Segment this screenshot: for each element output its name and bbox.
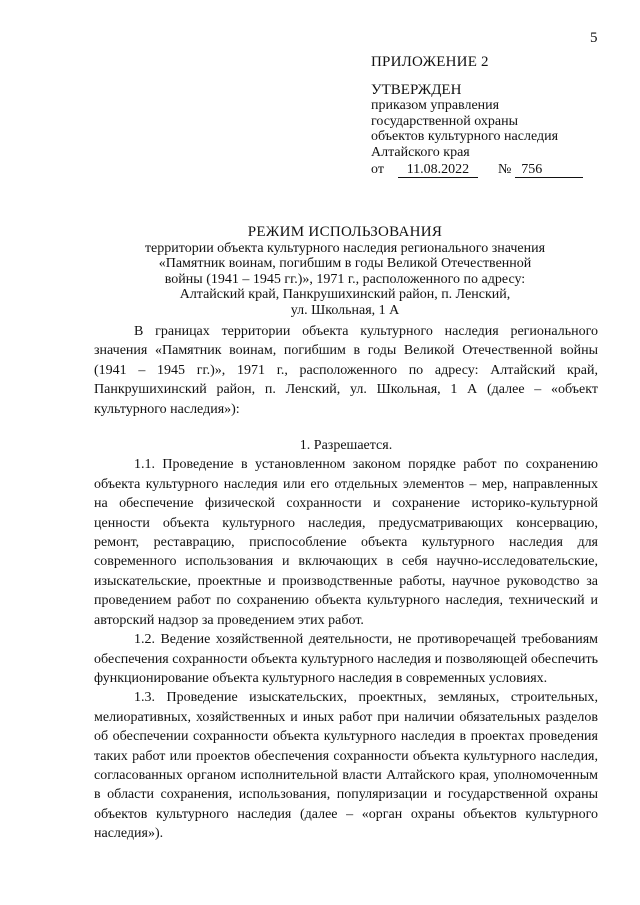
heading-line: войны (1941 – 1945 гг.)», 1971 г., расположенного по адресу: — [164, 271, 526, 287]
order-date: 11.08.2022 — [398, 163, 478, 178]
number-label: № — [497, 162, 512, 177]
approved-label: УТВЕРЖДЕН — [371, 81, 462, 98]
approval-block — [371, 55, 611, 178]
document-body — [94, 322, 598, 844]
heading-title: РЕЖИМ ИСПОЛЬЗОВАНИЯ — [247, 224, 443, 240]
document-heading — [90, 225, 600, 318]
approval-line: объектов культурного наследия — [371, 129, 559, 144]
section-title: 1. Разрешается. — [299, 438, 393, 454]
approval-line: приказом управления — [371, 98, 500, 113]
clause-1-3: 1.3. Проведение изыскательских, проектных, земляных, строительных, мелиоративных, хозяйственных и иных работ при наличии обязательных разделов об обеспечении сохранности объекта культурного наследия в проектах проведения таких работ или проектов обеспечения сохранности объекта культурного наследия, согласованных органом исполнительной власти Алтайского края, уполномоченным в области сохранения, использования, популяризации и государственной охраны объектов культурного наследия (далее – «орган охраны объектов культурного наследия»). — [94, 690, 598, 842]
approval-line: Алтайского края — [371, 144, 470, 160]
heading-line: территории объекта культурного наследия регионального значения — [144, 240, 546, 256]
approval-line: государственной охраны — [371, 113, 519, 129]
order-details — [371, 162, 611, 178]
from-label: от — [371, 162, 384, 177]
clause-1-1: 1.1. Проведение в установленном законом порядке работ по сохранению объекта культурного наследия или его отдельных элементов – мер, направленных на обеспечение физической сохранности и сохранение историко-культурной ценности объекта культурного наследия, предусматривающих консервацию, ремонт, реставрацию, приспособление объекта культурного наследия для современного использования и включающих в себя научно-исследовательские, изыскательские, проектные и производственные работы, научное руководство за проведением работ по сохранению объекта культурного наследия, технический и авторский надзор за проведением этих работ. — [94, 457, 598, 628]
appendix-label: ПРИЛОЖЕНИЕ 2 — [371, 54, 489, 70]
intro-paragraph: В границах территории объекта культурного наследия регионального значения «Памятник воинам, погибшим в годы Великой Отечественной войны (1941 – 1945 гг.)», 1971 г., расположенного по адресу: Алтайский край, Панкрушихинский район, п. Ленский, ул. Школьная, 1 А (далее – «объект культурного наследия»): — [94, 324, 598, 417]
heading-line: Алтайский край, Панкрушихинский район, п. Ленский, — [179, 287, 511, 302]
order-number: 756 — [515, 163, 583, 178]
page-number: 5 — [590, 30, 598, 46]
heading-line: «Памятник воинам, погибшим в годы Великой Отечественной — [158, 256, 532, 271]
clause-1-2: 1.2. Ведение хозяйственной деятельности, не противоречащей требованиям обеспечения сохранности объекта культурного наследия и позволяющей обеспечить функционирование объекта культурного наследия в современных условиях. — [94, 632, 598, 686]
heading-line: ул. Школьная, 1 А — [290, 302, 400, 318]
